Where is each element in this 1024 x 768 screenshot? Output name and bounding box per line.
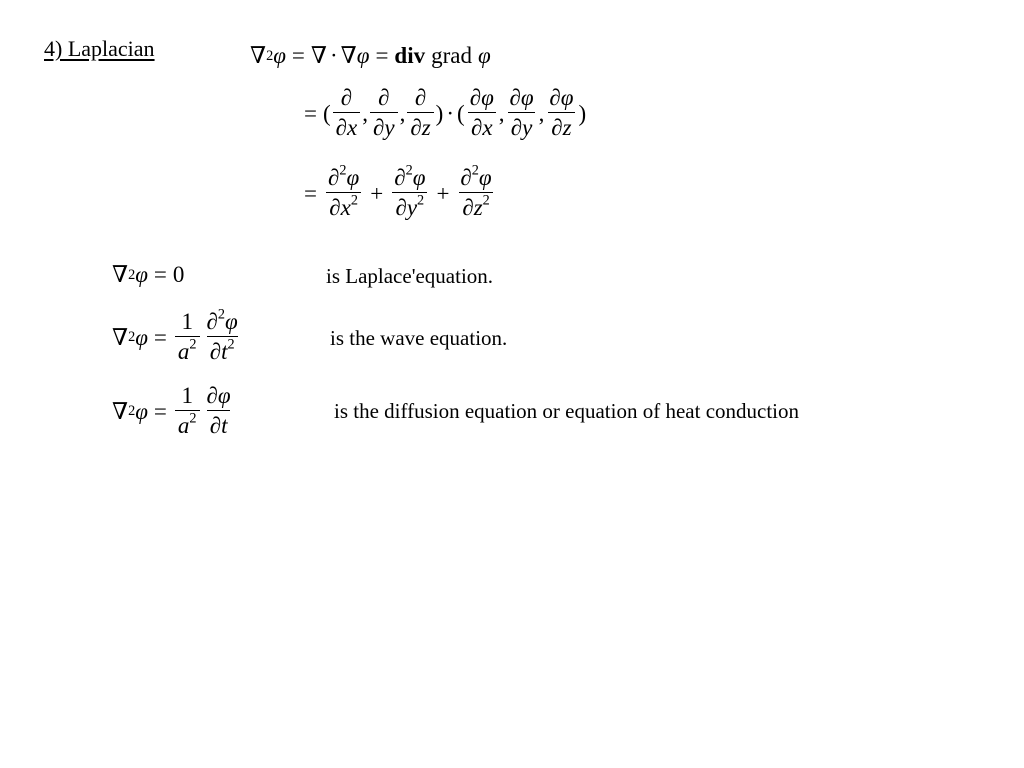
laplace-equation: ∇ 2 φ = 0: [112, 262, 185, 287]
nabla-symbol: ∇: [250, 43, 267, 68]
wave-equation: ∇ 2 φ = $\frac{1}{a^2}$ $\frac{\partial^2\varphi}{\partial t^2}$: [112, 306, 238, 365]
diffusion-equation: ∇ 2 φ = $\frac{1}{a^2}$ $\frac{\partial\varphi}{\partial t}$: [112, 383, 231, 439]
page-title: 4) Laplacian: [44, 36, 155, 61]
wave-equation-description: is the wave equation.: [330, 326, 508, 350]
grad-operator: grad: [431, 43, 472, 68]
diffusion-equation-description: is the diffusion equation or equation of heat conduction: [334, 399, 800, 423]
second-derivative-sum-line: = $\frac{\partial^2\varphi}{\partial x^2}$ + $\frac{\partial^2\varphi}{\partial y^2}$ + $\frac{\partial^2\varphi}{\partial z^2}$: [304, 162, 492, 221]
laplacian-definition-line: ∇ 2 φ = ∇ · ∇ φ = div grad φ: [250, 43, 491, 68]
dot-product-expansion-line: = ( $\frac{\partial}{\partial x}$ , $\frac{\partial}{\partial y}$ , $\frac{\partial}{\partial z}$ ) · ( $\frac{\partial\varphi}{\partial x}$ , $\frac{\partial\varphi}{\partial y}$ , $\frac{\partial\varphi}{\partial z}$ ): [304, 85, 587, 141]
laplace-equation-description: is Laplace'equation.: [326, 264, 494, 288]
div-operator: div: [394, 43, 426, 68]
